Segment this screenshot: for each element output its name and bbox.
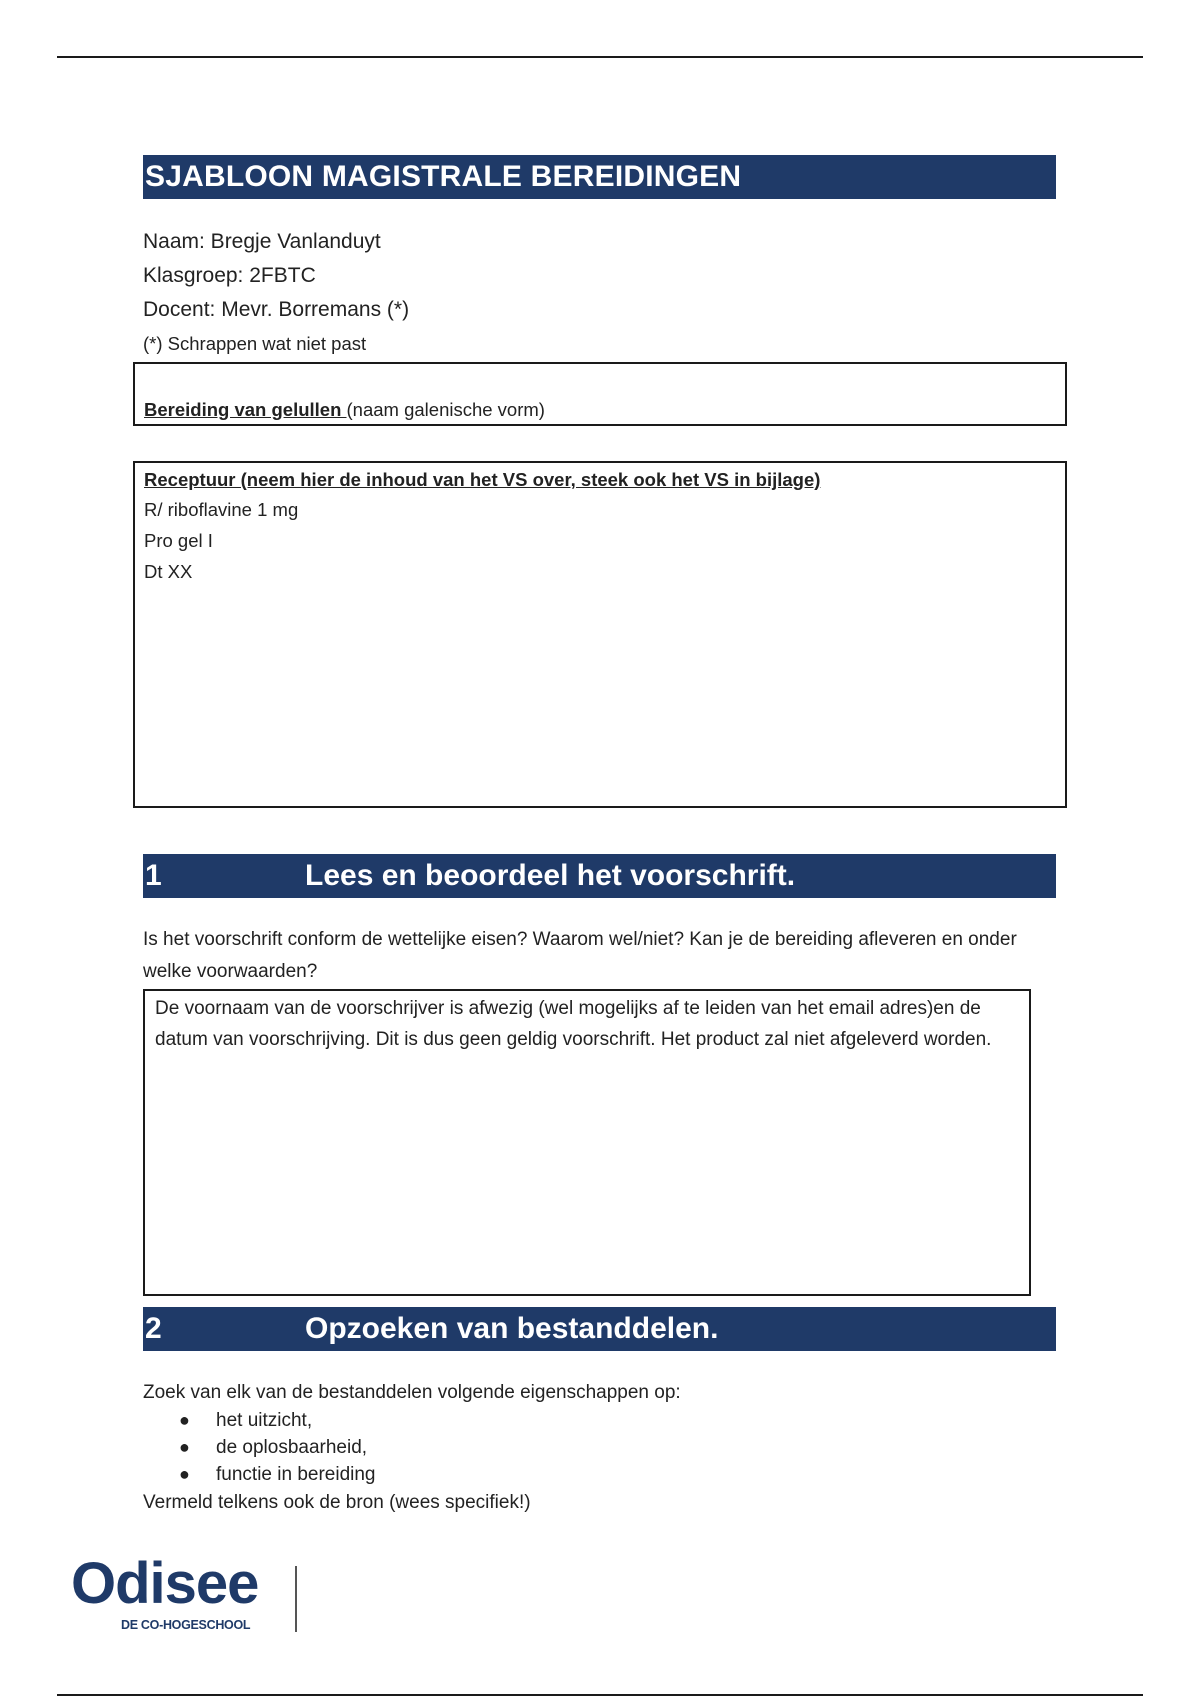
receptuur-heading: Receptuur (neem hier de inhoud van het VS over, steek ook het VS in bijlage) — [144, 469, 821, 490]
properties-list — [143, 1407, 1043, 1488]
receptuur-line: Pro gel I — [144, 530, 213, 551]
logo-tagline: DE CO-HOGESCHOOL — [121, 1618, 251, 1632]
student-class: Klasgroep: 2FBTC — [143, 264, 316, 287]
teacher: Docent: Mevr. Borremans (*) — [143, 298, 410, 321]
list-item: ● de oplosbaarheid, — [143, 1434, 1043, 1461]
section-2-body — [143, 1378, 1043, 1517]
section-1-title: Lees en beoordeel het voorschrift. — [305, 859, 796, 892]
bereiding-box — [133, 362, 1067, 426]
bullet-icon: ● — [179, 1410, 190, 1430]
section-1-question: Is het voorschrift conform de wettelijke eisen? Waarom wel/niet? Kan je de bereiding afleveren en onder welke voorwaarden? — [143, 929, 1017, 982]
header-rule — [57, 56, 1143, 58]
logo-divider — [295, 1566, 297, 1632]
receptuur-line: Dt XX — [144, 561, 193, 582]
odisee-logo — [71, 1551, 311, 1638]
section-2-intro: Zoek van elk van de bestanddelen volgende eigenschappen op: — [143, 1382, 681, 1403]
section-2-title: Opzoeken van bestanddelen. — [305, 1312, 719, 1345]
section-1-answer: De voornaam van de voorschrijver is afwezig (wel mogelijks af te leiden van het email adres)en de datum van voorschrijving. Dit is dus geen geldig voorschrift. Het product zal niet afgeleverd worden. — [155, 998, 992, 1050]
section-2-outro: Vermeld telkens ook de bron (wees specifiek!) — [143, 1492, 531, 1513]
section-1-number: 1 — [145, 859, 162, 892]
section-2-number: 2 — [145, 1312, 162, 1345]
student-name: Naam: Bregje Vanlanduyt — [143, 230, 381, 253]
document-title-text: SJABLOON MAGISTRALE BEREIDINGEN — [145, 160, 742, 193]
logo-wordmark: Odisee — [71, 1551, 259, 1616]
section-1-answer-box — [143, 989, 1031, 1296]
section-2-header — [143, 1307, 1056, 1351]
section-1-header — [143, 854, 1056, 898]
bullet-icon: ● — [179, 1437, 190, 1457]
list-item: ● functie in bereiding — [143, 1461, 1043, 1488]
bereiding-line — [144, 398, 545, 422]
receptuur-line: R/ riboflavine 1 mg — [144, 499, 299, 520]
bereiding-label: Bereiding van gelullen — [144, 399, 347, 420]
footer-rule — [57, 1694, 1143, 1696]
list-item: ● het uitzicht, — [143, 1407, 1043, 1434]
receptuur-box — [133, 461, 1067, 808]
bullet-icon: ● — [179, 1464, 190, 1484]
bereiding-hint: (naam galenische vorm) — [346, 399, 545, 420]
document-title — [143, 155, 1056, 199]
strike-note: (*) Schrappen wat niet past — [143, 333, 367, 354]
